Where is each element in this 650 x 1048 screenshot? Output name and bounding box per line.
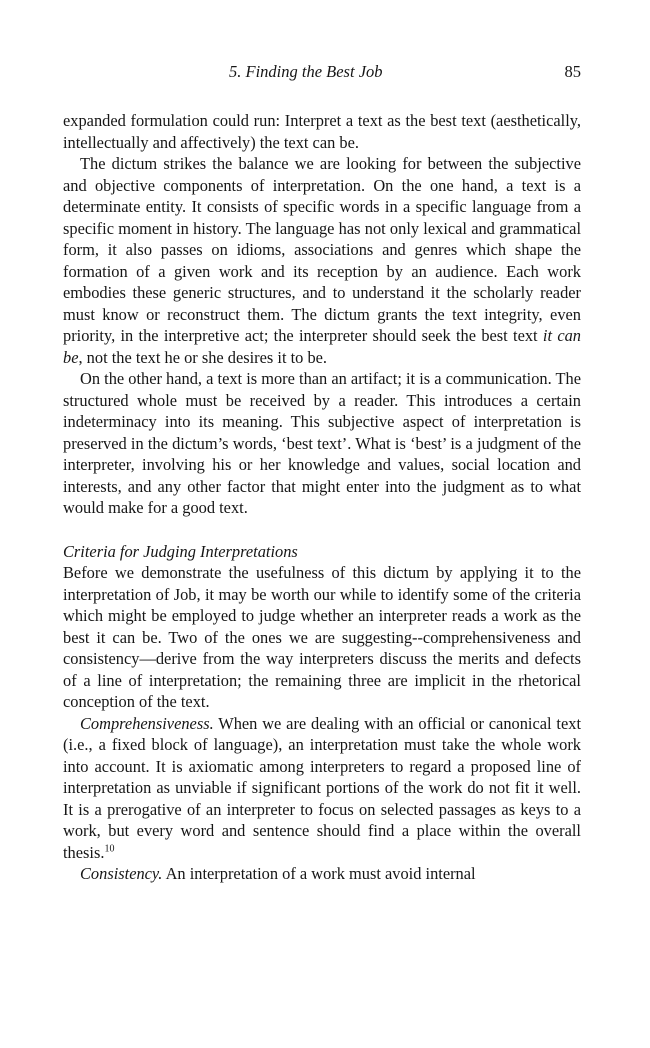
book-page: [63, 58, 581, 885]
chapter-title: 5. Finding the Best Job: [229, 62, 383, 81]
section-intro-paragraph: Before we demonstrate the usefulness of this dictum by applying it to the interpretation of Job, it may be worth our while to identify some of the criteria which might be employed to judge whether an interpreter reads a work as the best it can be. Two of the ones we are suggesting--comprehensiveness and consistency—derive from the way interpreters discuss the merits and defects of a line of interpretation; the remaining three are implicit in the rhetorical conception of the text.: [63, 563, 581, 711]
footnote-reference[interactable]: 10: [104, 843, 115, 855]
paragraph-text-end: , not the text he or she desires it to be.: [78, 347, 328, 367]
paragraph-text: The dictum strikes the balance we are looking for between the subjective and objective components of interpretation. On the one hand, a text is a determinate entity. It consists of specific words in a specific language from a specific moment in history. The language has not only lexical and grammatical form, it also passes on idioms, associations and genres which shape the formation of a given work and its reception by an audience. Each work embodies these generic structures, and to understand it the scholarly reader must know or reconstruct them. The dictum grants the text integrity, even priority, in the interpretive act; the interpreter should seek the best text: [63, 154, 581, 345]
page-number: 85: [564, 62, 581, 81]
criterion-text: An interpretation of a work must avoid internal: [162, 864, 476, 883]
criterion-label: Comprehensiveness.: [80, 713, 214, 733]
criterion-text: When we are dealing with an official or canonical text (i.e., a fixed block of language), an interpretation must take the whole work into account. It is axiomatic among interpreters to regard a proposed line of interpretation as unviable if significant portions of the work do not fit it well. It is a prerogative of an interpreter to focus on selected passages as keys to a work, but every word and sentence should find a place within the overall thesis.: [63, 713, 581, 862]
paragraph-continuation: expanded formulation could run: Interpret a text as the best text (aesthetically, intellectually and affectively) the text can be.: [63, 111, 581, 152]
paragraph-consistency: [63, 863, 581, 885]
paragraph-comprehensiveness: [63, 713, 581, 864]
emphasis-text: it can be: [63, 326, 581, 367]
criterion-label: Consistency.: [80, 864, 163, 883]
paragraph-dictum-balance: [63, 153, 581, 368]
section-heading: Criteria for Judging Interpretations: [63, 541, 298, 561]
paragraph-other-hand: On the other hand, a text is more than an artifact; it is a communication. The structured whole must be received by a reader. This introduces a certain indeterminacy into its meaning. This subjective aspect of interpretation is preserved in the dictum’s words, ‘best text’. What is ‘best’ is a judgment of the interpreter, involving his or her knowledge and values, social location and interests, and any other factor that might enter into the judgment as to what would make for a good text.: [63, 369, 581, 517]
body-text: [63, 110, 581, 885]
running-head: [63, 58, 581, 88]
